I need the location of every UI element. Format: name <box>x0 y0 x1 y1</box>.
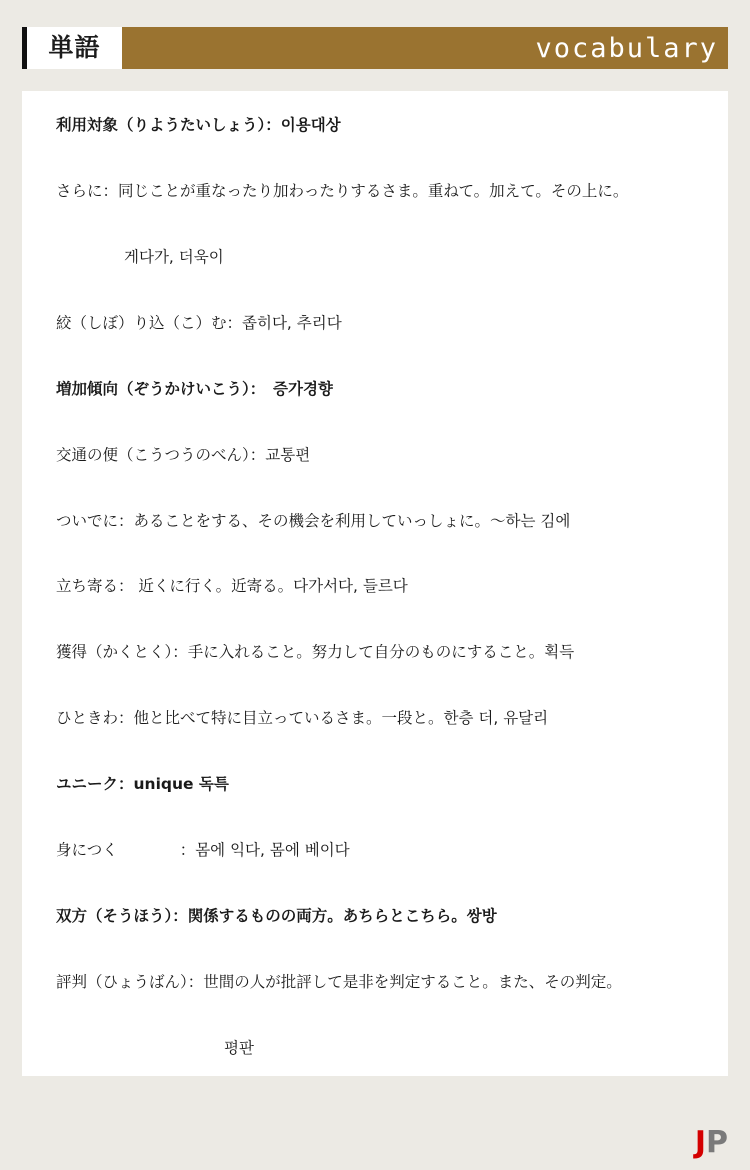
vocabulary-entry: 게다가, 더욱이 <box>124 247 224 266</box>
footer-mark-j: J <box>694 1125 706 1160</box>
page-title: vocabulary <box>535 32 718 64</box>
footer-mark-p: P <box>706 1125 728 1160</box>
vocabulary-entry: 身につく ：몸에 익다, 몸에 베이다 <box>56 841 350 860</box>
vocabulary-entry: ついでに：あることをする、その機会を利用していっしょに。～하는 김에 <box>56 511 571 530</box>
vocabulary-entry: 絞（しぼ）り込（こ）む：좁히다, 추리다 <box>56 313 342 332</box>
vocabulary-entry: 利用対象（りようたいしょう）：이용대상 <box>56 116 341 134</box>
content-sheet <box>22 91 728 1076</box>
header-badge-label: 単語 <box>48 33 101 62</box>
vocabulary-entry: 立ち寄る： 近くに行く。近寄る。다가서다, 들르다 <box>56 577 408 596</box>
vocabulary-entry: 獲得（かくとく）：手に入れること。努力して自分のものにすること。획득 <box>56 643 575 662</box>
vocabulary-entry: さらに：同じことが重なったり加わったりするさま。重ねて。加えて。その上に。 <box>56 181 629 200</box>
vocabulary-entry: 増加傾向（ぞうかけいこう）： 증가경향 <box>56 379 333 398</box>
vocabulary-entry: ひときわ：他と比べて特に目立っているさま。一段と。한층 더, 유달리 <box>56 709 549 728</box>
vocabulary-entry: 評判（ひょうばん）：世間の人が批評して是非を判定すること。また、その判定。 <box>56 972 622 991</box>
vocabulary-entry: 交通の便（こうつうのべん）：교통편 <box>56 445 311 464</box>
vocabulary-entry: 双方（そうほう）：関係するものの両方。あちらとこちら。쌍방 <box>56 907 497 926</box>
header-badge <box>22 27 122 69</box>
footer-mark <box>694 1125 728 1160</box>
vocabulary-list <box>56 115 718 1059</box>
page-header <box>22 27 728 69</box>
vocabulary-entry: 평판 <box>224 1038 254 1057</box>
vocabulary-entry: ユニーク：unique 독특 <box>56 775 229 794</box>
